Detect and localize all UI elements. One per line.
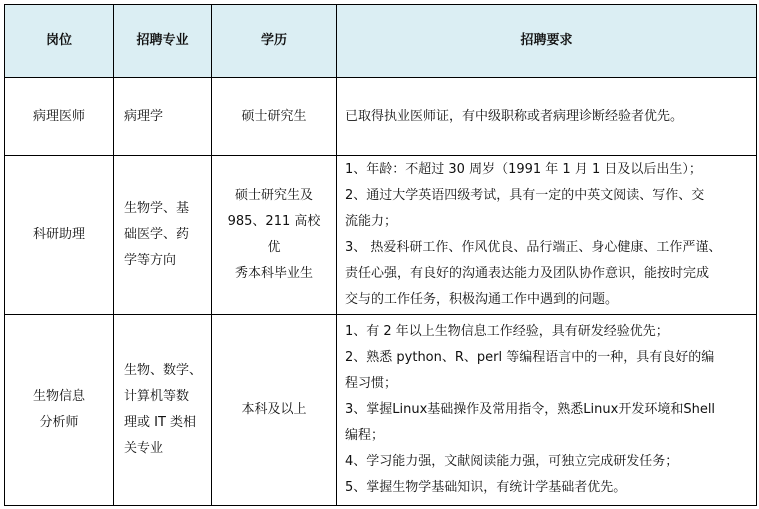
- requirements-cell: [337, 156, 757, 315]
- position-cell: [5, 156, 114, 315]
- education-cell: [212, 315, 337, 506]
- education-line: 硕士研究生: [241, 108, 307, 124]
- requirement-line: 交与的工作任务，积极沟通工作中遇到的问题。: [345, 292, 619, 307]
- major-line: 关专业: [124, 441, 164, 456]
- table-row-bioinformatics-analyst: [5, 315, 757, 506]
- education-cell: [212, 156, 337, 315]
- position-cell: [5, 78, 114, 156]
- table-row-pathologist: [5, 78, 757, 156]
- recruitment-table: [4, 4, 757, 506]
- table-row-research-assistant: [5, 156, 757, 315]
- position-line: 分析师: [39, 415, 79, 430]
- requirement-line: 3、掌握Linux基础操作及常用指令，熟悉Linux开发环境和Shell: [345, 402, 716, 417]
- major-line: 计算机等数: [124, 389, 190, 404]
- requirements-cell: [337, 78, 757, 156]
- requirement-line: 流能力；: [345, 214, 398, 229]
- education-line: 本科及以上: [241, 402, 307, 417]
- requirement-line: 2、通过大学英语四级考试，具有一定的中英文阅读、写作、交: [345, 188, 705, 203]
- requirement-line: 已取得执业医师证，有中级职称或者病理诊断经验者优先。: [345, 108, 684, 124]
- recruitment-table-container: [4, 4, 757, 506]
- header-position: 岗位: [5, 5, 114, 78]
- major-line: 学等方向: [124, 253, 177, 268]
- requirement-line: 2、熟悉 python、R、perl 等编程语言中的一种，具有良好的编: [345, 350, 715, 365]
- major-cell: [114, 156, 212, 315]
- major-line: 生物、数学、: [124, 363, 203, 378]
- major-cell: [114, 78, 212, 156]
- header-requirements: 招聘要求: [337, 5, 757, 78]
- education-line: 985、211 高校优: [227, 214, 321, 255]
- requirement-line: 1、年龄：不超过 30 周岁（1991 年 1 月 1 日及以后出生）；: [345, 162, 702, 177]
- requirement-line: 3、 热爱科研工作、作风优良、品行端正、身心健康、工作严谨、: [345, 240, 722, 255]
- position-line: 生物信息: [32, 389, 85, 404]
- major-cell: [114, 315, 212, 506]
- requirement-line: 5、掌握生物学基础知识，有统计学基础者优先。: [345, 480, 627, 495]
- requirements-cell: [337, 315, 757, 506]
- header-education: 学历: [212, 5, 337, 78]
- position-line: 病理医师: [32, 108, 85, 124]
- table-header-row: [5, 5, 757, 78]
- requirement-line: 责任心强，有良好的沟通表达能力及团队协作意识，能按时完成: [345, 266, 710, 281]
- education-cell: [212, 78, 337, 156]
- major-line: 病理学: [124, 108, 164, 124]
- major-line: 础医学、药: [124, 227, 190, 242]
- requirement-line: 编程；: [345, 428, 385, 443]
- header-major: 招聘专业: [114, 5, 212, 78]
- position-line: 科研助理: [32, 227, 85, 242]
- requirement-line: 4、学习能力强，文献阅读能力强，可独立完成研发任务；: [345, 454, 679, 469]
- requirement-line: 1、有 2 年以上生物信息工作经验，具有研发经验优先；: [345, 324, 669, 339]
- major-line: 理或 IT 类相: [124, 415, 197, 430]
- position-cell: [5, 315, 114, 506]
- major-line: 生物学、基: [124, 201, 190, 216]
- education-line: 硕士研究生及: [234, 188, 313, 203]
- education-line: 秀本科毕业生: [234, 266, 313, 281]
- requirement-line: 程习惯；: [345, 376, 398, 391]
